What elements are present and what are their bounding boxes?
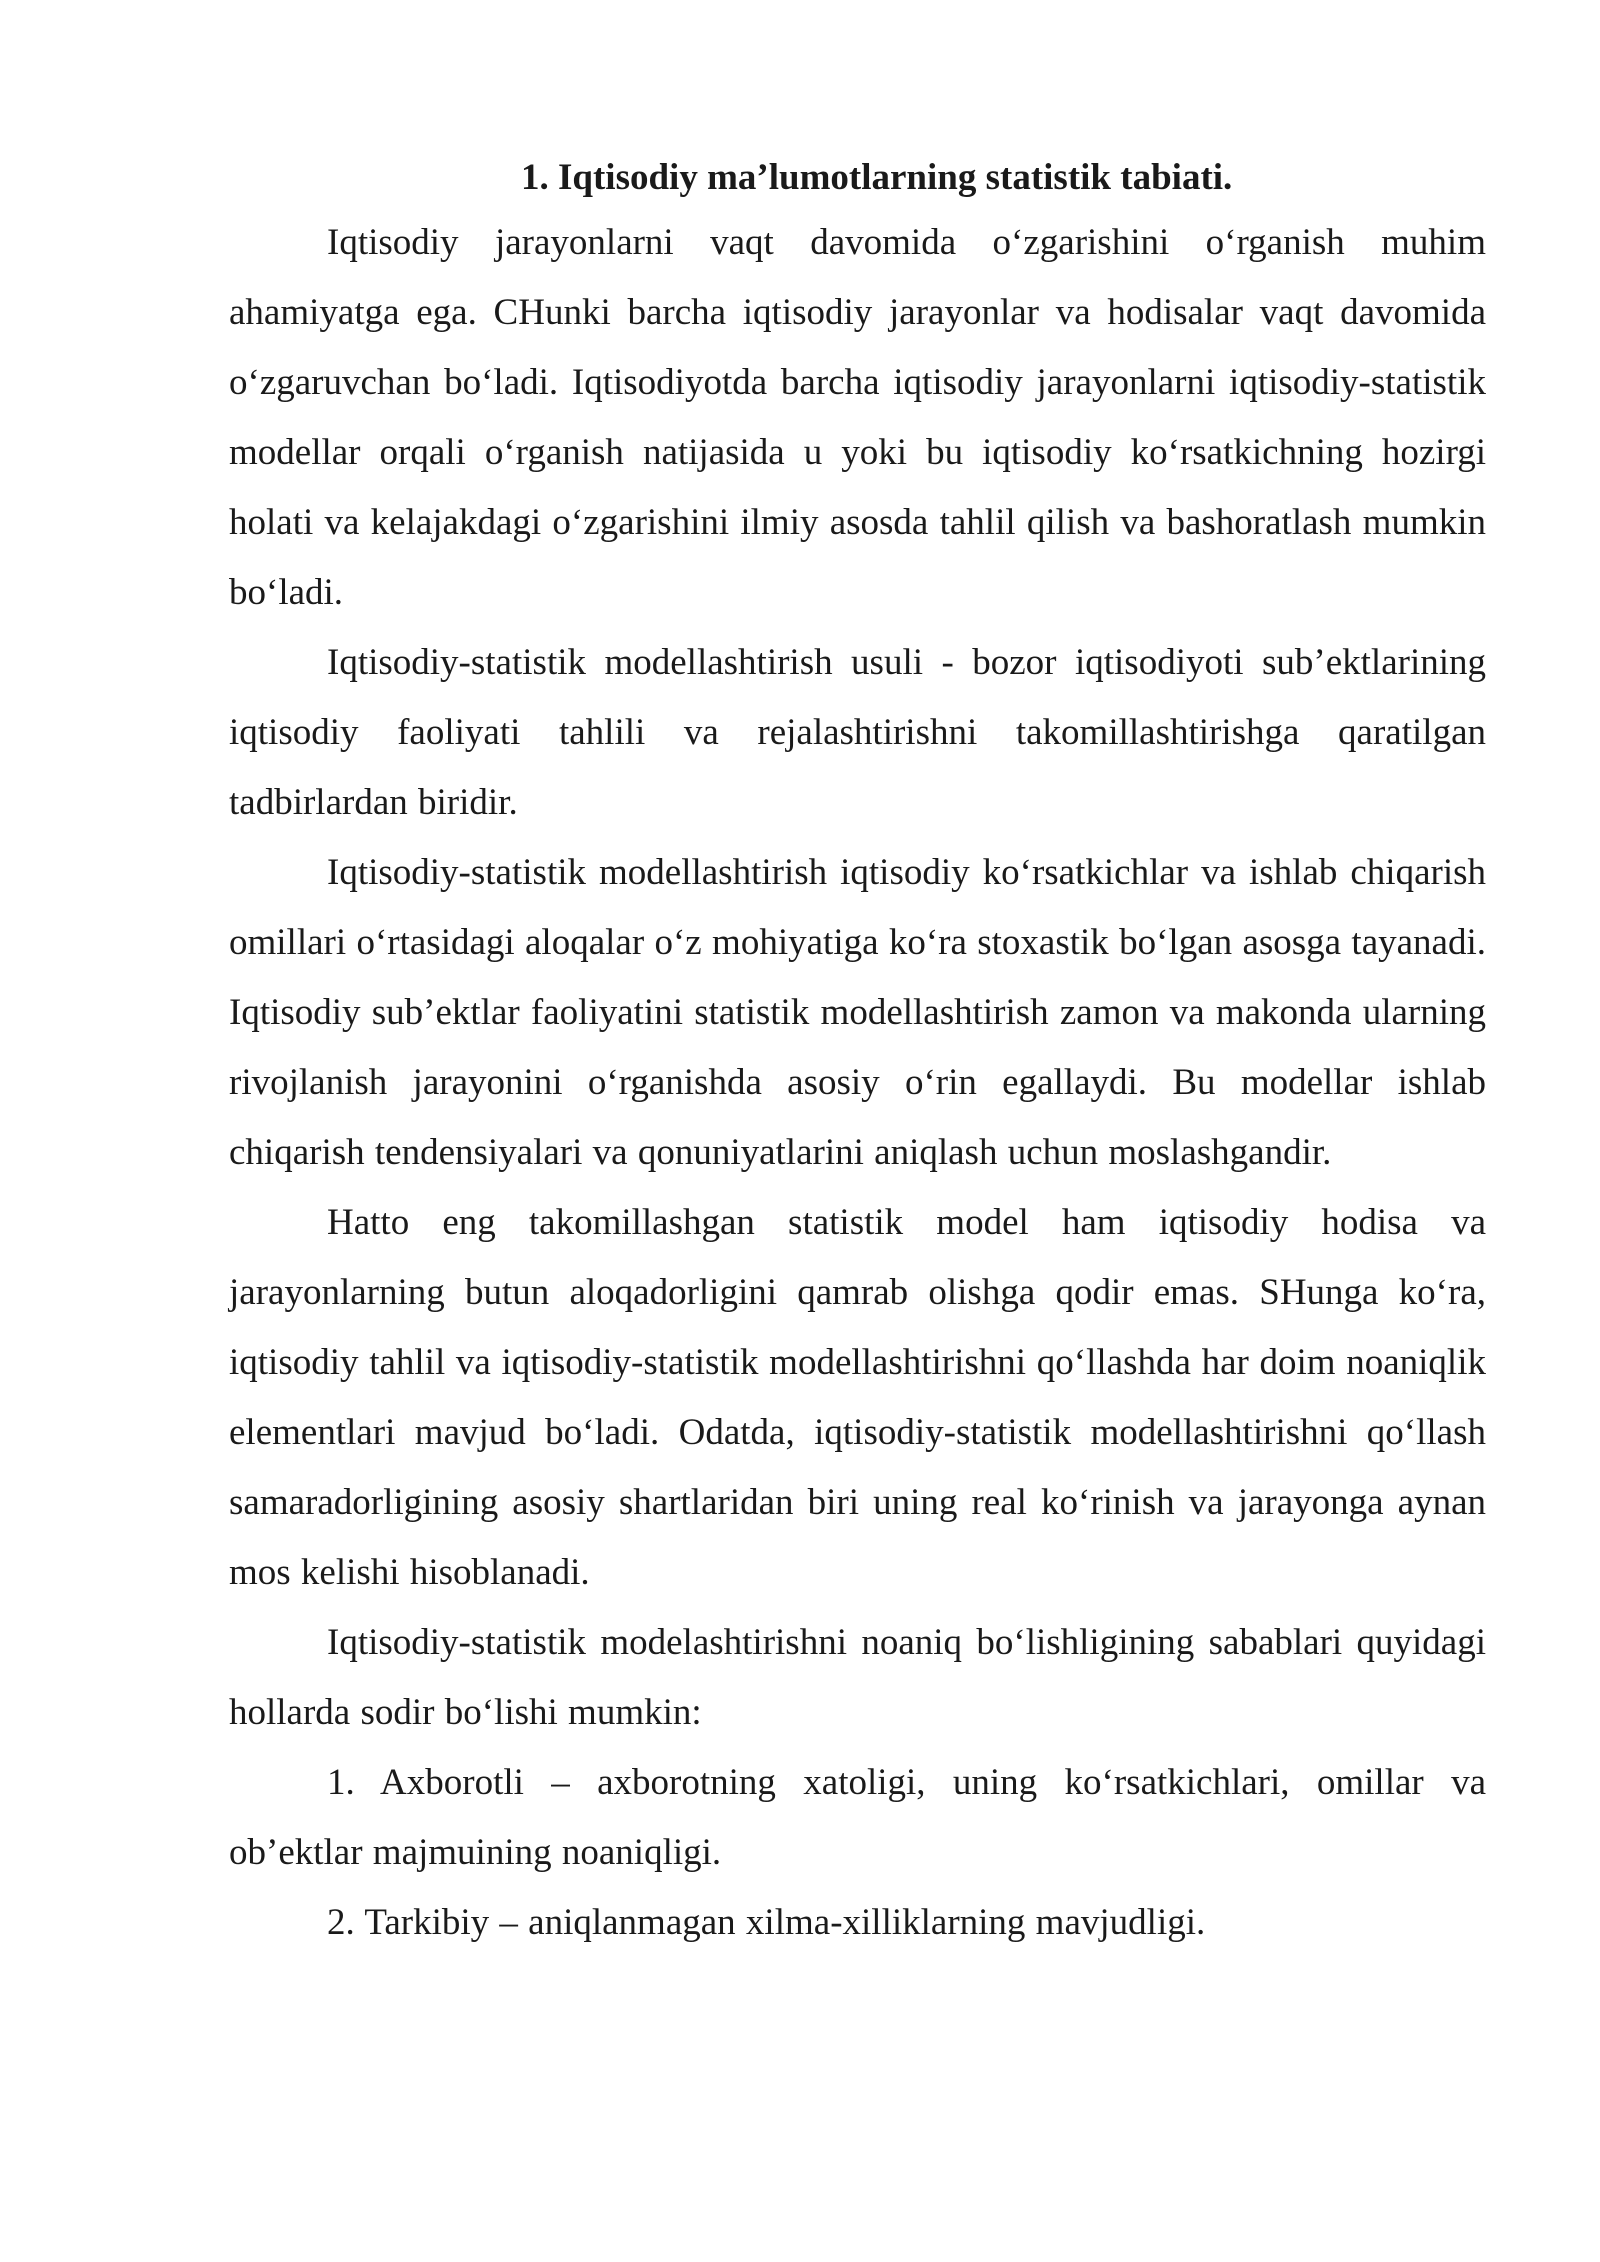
section-heading: 1. Iqtisodiy ma’lumotlarning statistik tabiati. — [521, 157, 1233, 198]
paragraph: Iqtisodiy-statistik modellashtirish iqtisodiy ko‘rsatkichlar va ishlab chiqarish omillari o‘rtasidagi aloqalar o‘z mohiyatiga ko‘ra stoxastik bo‘lgan asosga tayanadi. Iqtisodiy sub’ektlar faoliyatini statistik modellashtirish zamon va makonda ularning rivojlanish jarayonini o‘rganishda asosiy o‘rin egallaydi. Bu modellar ishlab chiqarish tendensiyalari va qonuniyatlarini aniqlash uchun moslashgandir. — [229, 852, 1486, 1173]
document-body — [229, 148, 1486, 1958]
paragraph: Iqtisodiy jarayonlarni vaqt davomida o‘zgarishini o‘rganish muhim ahamiyatga ega. CHunki barcha iqtisodiy jarayonlar va hodisalar vaqt davomida o‘zgaruvchan bo‘ladi. Iqtisodiyotda barcha iqtisodiy jarayonlarni iqtisodiy-statistik modellar orqali o‘rganish natijasida u yoki bu iqtisodiy ko‘rsatkichning hozirgi holati va kelajakdagi o‘zgarishini ilmiy asosda tahlil qilish va bashoratlash mumkin bo‘ladi. — [229, 222, 1486, 613]
paragraph: Hatto eng takomillashgan statistik model ham iqtisodiy hodisa va jarayonlarning butun aloqadorligini qamrab olishga qodir emas. SHunga ko‘ra, iqtisodiy tahlil va iqtisodiy-statistik modellashtirishni qo‘llashda har doim noaniqlik elementlari mavjud bo‘ladi. Odatda, iqtisodiy-statistik modellashtirishni qo‘llash samaradorligining asosiy shartlaridan biri uning real ko‘rinish va jarayonga aynan mos kelishi hisoblanadi. — [229, 1202, 1486, 1593]
paragraph: Iqtisodiy-statistik modelashtirishni noaniq bo‘lishligining sabablari quyidagi hollarda sodir bo‘lishi mumkin: — [229, 1622, 1486, 1733]
list-item: 1. Axborotli – axborotning xatoligi, uning ko‘rsatkichlari, omillar va ob’ektlar majmuining noaniqligi. — [229, 1762, 1486, 1873]
paragraph: Iqtisodiy-statistik modellashtirish usuli - bozor iqtisodiyoti sub’ektlarining iqtisodiy faoliyati tahlili va rejalashtirishni takomillashtirishga qaratilgan tadbirlardan biridir. — [229, 642, 1486, 823]
list-item: 2. Tarkibiy – aniqlanmagan xilma-xilliklarning mavjudligi. — [327, 1902, 1206, 1943]
